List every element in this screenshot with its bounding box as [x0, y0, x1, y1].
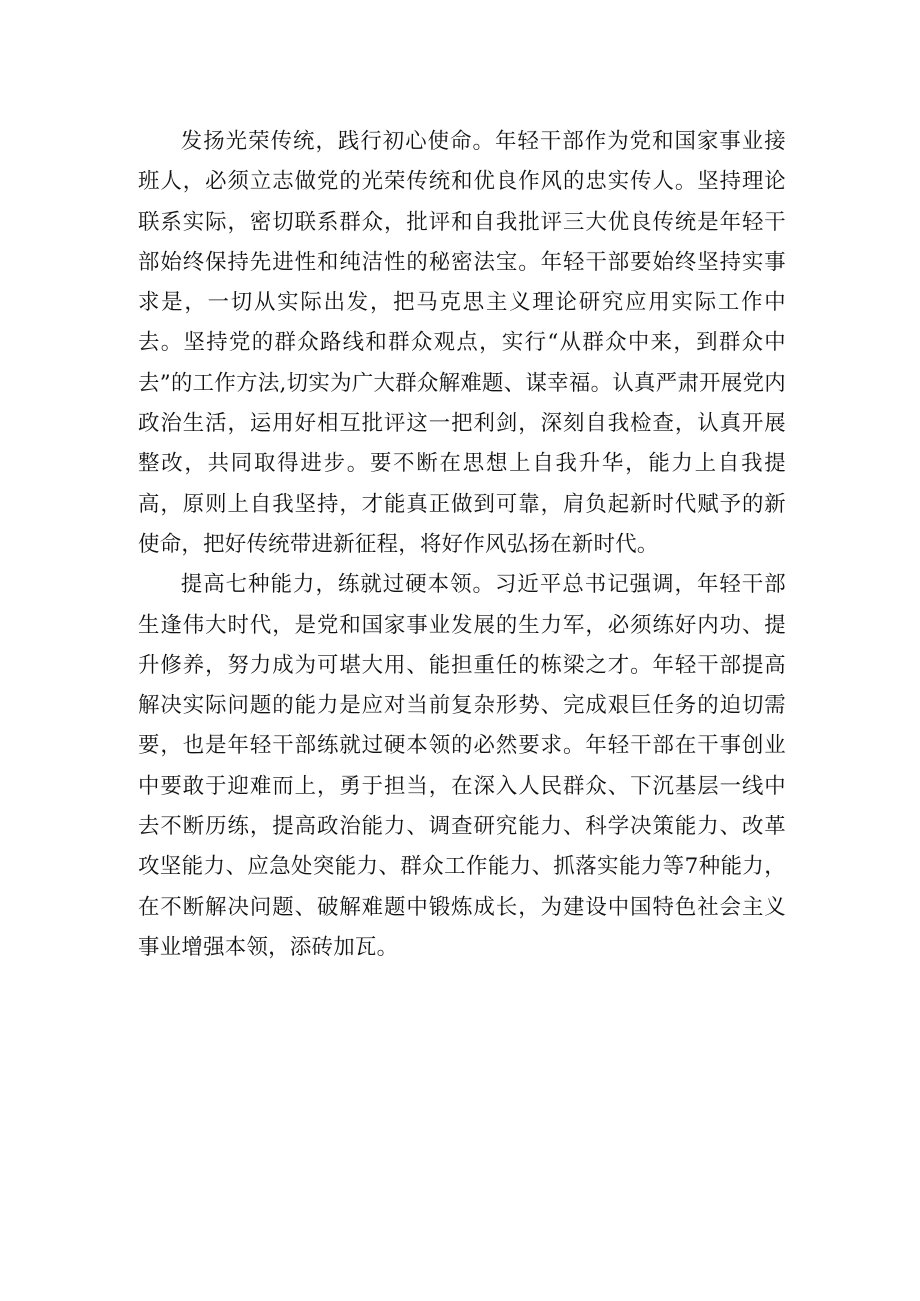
paragraph-seven-abilities: 提高七种能力，练就过硬本领。习近平总书记强调，年轻干部生逢伟大时代，是党和国家事业发展的生力军，必须练好内功、提升修养，努力成为可堪大用、能担重任的栋梁之才。年轻干部提高解决实际问题的能力是应对当前复杂形势、完成艰巨任务的迫切需要，也是年轻干部练就过硬本领的必然要求。年轻干部在干事创业中要敢于迎难而上，勇于担当，在深入人民群众、下沉基层一线中去不断历练，提高政治能力、调查研究能力、科学决策能力、改革攻坚能力、应急处突能力、群众工作能力、抓落实能力等7种能力，在不断解决问题、破解难题中锻炼成长，为建设中国特色社会主义事业增强本领，添砖加瓦。 — [138, 572, 786, 960]
paragraph-glorious-tradition: 发扬光荣传统，践行初心使命。年轻干部作为党和国家事业接班人，必须立志做党的光荣传统和优良作风的忠实传人。坚持理论联系实际，密切联系群众，批评和自我批评三大优良传统是年轻干部始终保持先进性和纯洁性的秘密法宝。年轻干部要始终坚持实事求是，一切从实际出发，把马克思主义理论研究应用实际工作中去。坚持党的群众路线和群众观点，实行“从群众中来，到群众中去”的工作方法,切实为广大群众解难题、谋幸福。认真严肃开展党内政治生活，运用好相互批评这一把利剑，深刻自我检查，认真开展整改，共同取得进步。要不断在思想上自我升华，能力上自我提高，原则上自我坚持，才能真正做到可靠，肩负起新时代赋予的新使命，把好传统带进新征程，将好作风弘扬在新时代。 — [138, 129, 786, 557]
document-page — [138, 122, 786, 968]
